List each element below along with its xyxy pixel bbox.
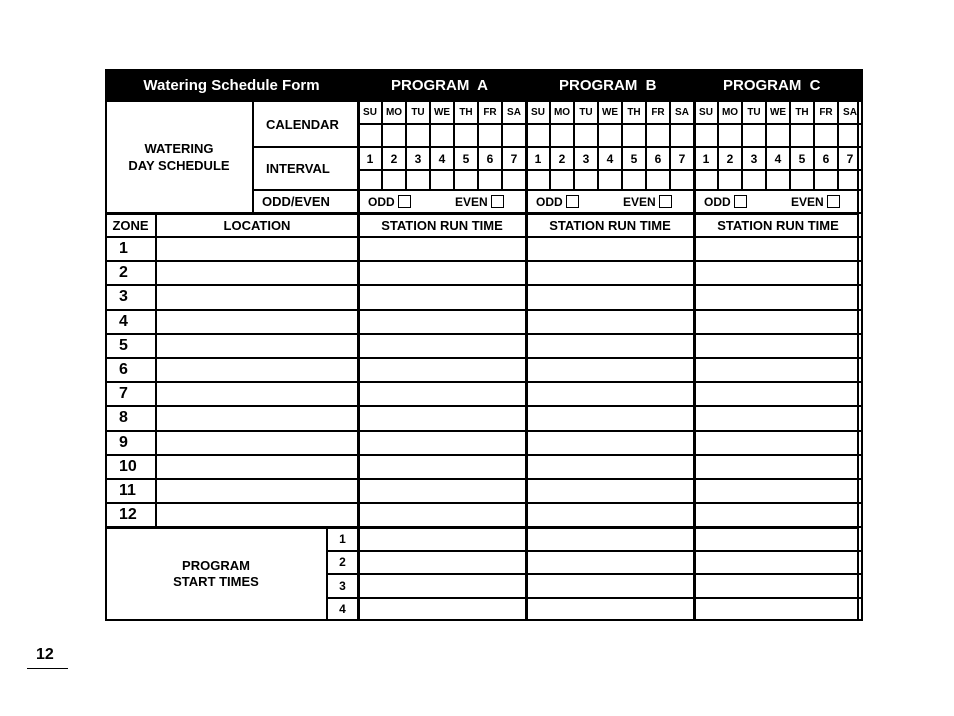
page-number-rule bbox=[27, 668, 68, 669]
interval-day-cell[interactable] bbox=[598, 170, 622, 190]
calendar-day-cell[interactable] bbox=[382, 124, 406, 147]
zone-number bbox=[105, 503, 156, 527]
odd-checkbox[interactable] bbox=[734, 195, 747, 208]
location-input-cell[interactable] bbox=[156, 382, 358, 406]
interval-day-header: 2 bbox=[382, 147, 406, 170]
station-run-time-cell[interactable] bbox=[358, 334, 526, 358]
station-run-time-cell[interactable] bbox=[358, 479, 526, 503]
calendar-day-cell[interactable] bbox=[550, 124, 574, 147]
interval-day-header: 4 bbox=[766, 147, 790, 170]
start-time-cell[interactable] bbox=[358, 527, 526, 550]
interval-day-header: 1 bbox=[358, 147, 382, 170]
calendar-day-cell[interactable] bbox=[574, 124, 598, 147]
start-time-number: 2 bbox=[327, 551, 358, 574]
interval-day-cell[interactable] bbox=[526, 170, 550, 190]
station-run-time-cell[interactable] bbox=[526, 358, 694, 382]
station-run-time-cell[interactable] bbox=[694, 382, 862, 406]
zone-number bbox=[105, 382, 156, 406]
calendar-day-cell[interactable] bbox=[742, 124, 766, 147]
station-run-time-cell[interactable] bbox=[358, 455, 526, 479]
station-run-time-cell[interactable] bbox=[526, 455, 694, 479]
zone-number bbox=[105, 479, 156, 503]
calendar-day-cell[interactable] bbox=[478, 124, 502, 147]
calendar-day-cell[interactable] bbox=[646, 124, 670, 147]
odd-label: ODD bbox=[704, 194, 731, 209]
calendar-day-cell[interactable] bbox=[526, 124, 550, 147]
interval-day-header: 7 bbox=[670, 147, 694, 170]
station-run-time-cell[interactable] bbox=[694, 431, 862, 455]
zone-number bbox=[105, 310, 156, 334]
calendar-day-header: SU bbox=[526, 101, 550, 124]
calendar-day-header: SU bbox=[358, 101, 382, 124]
interval-label-text: INTERVAL bbox=[266, 161, 330, 176]
start-time-cell[interactable] bbox=[694, 527, 862, 550]
station-run-time-header: STATION RUN TIME bbox=[358, 213, 526, 237]
zone-number bbox=[105, 237, 156, 261]
zone-number bbox=[105, 406, 156, 430]
program-header-a bbox=[358, 69, 526, 101]
zone-number bbox=[105, 431, 156, 455]
odd-even-label-text: ODD/EVEN bbox=[262, 194, 330, 209]
zone-number-text: 2 bbox=[119, 264, 128, 282]
program-start-times-label bbox=[105, 527, 327, 621]
location-input-cell[interactable] bbox=[156, 431, 358, 455]
interval-day-cell[interactable] bbox=[478, 170, 502, 190]
station-run-time-cell[interactable] bbox=[526, 382, 694, 406]
station-run-time-header: STATION RUN TIME bbox=[694, 213, 862, 237]
calendar-day-cell[interactable] bbox=[622, 124, 646, 147]
interval-day-cell[interactable] bbox=[646, 170, 670, 190]
location-header: LOCATION bbox=[156, 213, 358, 237]
interval-day-header: 7 bbox=[502, 147, 526, 170]
calendar-day-header: WE bbox=[430, 101, 454, 124]
calendar-day-header: SA bbox=[838, 101, 862, 124]
even-checkbox[interactable] bbox=[659, 195, 672, 208]
calendar-day-header: SU bbox=[694, 101, 718, 124]
start-times-label-line: START TIMES bbox=[173, 574, 259, 590]
zone-number-text: 6 bbox=[119, 361, 128, 379]
interval-day-cell[interactable] bbox=[574, 170, 598, 190]
interval-day-header: 5 bbox=[454, 147, 478, 170]
interval-day-cell[interactable] bbox=[790, 170, 814, 190]
station-run-time-cell[interactable] bbox=[358, 382, 526, 406]
start-time-cell[interactable] bbox=[526, 551, 694, 574]
calendar-day-cell[interactable] bbox=[598, 124, 622, 147]
even-checkbox[interactable] bbox=[491, 195, 504, 208]
zone-number-text: 3 bbox=[119, 288, 128, 306]
station-run-time-header: STATION RUN TIME bbox=[526, 213, 694, 237]
start-time-cell[interactable] bbox=[694, 574, 862, 597]
station-run-time-cell[interactable] bbox=[358, 310, 526, 334]
location-input-cell[interactable] bbox=[156, 334, 358, 358]
zone-number-text: 11 bbox=[119, 482, 136, 500]
interval-day-header: 2 bbox=[550, 147, 574, 170]
calendar-day-header: MO bbox=[718, 101, 742, 124]
station-run-time-cell[interactable] bbox=[694, 237, 862, 261]
zone-number bbox=[105, 358, 156, 382]
station-run-time-cell[interactable] bbox=[694, 455, 862, 479]
calendar-day-cell[interactable] bbox=[670, 124, 694, 147]
station-run-time-cell[interactable] bbox=[358, 285, 526, 309]
station-run-time-cell[interactable] bbox=[358, 237, 526, 261]
interval-day-header: 1 bbox=[526, 147, 550, 170]
location-input-cell[interactable] bbox=[156, 479, 358, 503]
even-option bbox=[791, 193, 840, 210]
calendar-day-header: TH bbox=[622, 101, 646, 124]
location-input-cell[interactable] bbox=[156, 406, 358, 430]
station-run-time-cell[interactable] bbox=[526, 479, 694, 503]
odd-option bbox=[704, 193, 747, 210]
interval-day-header: 5 bbox=[622, 147, 646, 170]
calendar-day-header: FR bbox=[478, 101, 502, 124]
calendar-day-cell[interactable] bbox=[814, 124, 838, 147]
station-run-time-cell[interactable] bbox=[358, 503, 526, 527]
station-run-time-cell[interactable] bbox=[694, 358, 862, 382]
calendar-day-header: TH bbox=[454, 101, 478, 124]
station-run-time-cell[interactable] bbox=[526, 431, 694, 455]
location-input-cell[interactable] bbox=[156, 261, 358, 285]
odd-label: ODD bbox=[368, 194, 395, 209]
calendar-day-header: TH bbox=[790, 101, 814, 124]
even-option bbox=[455, 193, 504, 210]
start-time-number: 1 bbox=[327, 527, 358, 550]
interval-day-cell[interactable] bbox=[766, 170, 790, 190]
zone-number bbox=[105, 261, 156, 285]
interval-day-header: 2 bbox=[718, 147, 742, 170]
location-input-cell[interactable] bbox=[156, 310, 358, 334]
day-schedule-label-line: DAY SCHEDULE bbox=[128, 158, 230, 173]
watering-schedule-form bbox=[105, 69, 859, 621]
start-time-number: 4 bbox=[327, 598, 358, 621]
interval-day-cell[interactable] bbox=[430, 170, 454, 190]
zone-number bbox=[105, 285, 156, 309]
station-run-time-cell[interactable] bbox=[694, 479, 862, 503]
station-run-time-cell[interactable] bbox=[694, 334, 862, 358]
interval-day-cell[interactable] bbox=[718, 170, 742, 190]
even-checkbox[interactable] bbox=[827, 195, 840, 208]
calendar-day-header: TU bbox=[406, 101, 430, 124]
interval-day-cell[interactable] bbox=[838, 170, 862, 190]
zone-number bbox=[105, 455, 156, 479]
odd-option bbox=[536, 193, 579, 210]
station-run-time-cell[interactable] bbox=[526, 237, 694, 261]
interval-day-cell[interactable] bbox=[622, 170, 646, 190]
station-run-time-cell[interactable] bbox=[694, 503, 862, 527]
interval-day-header: 6 bbox=[814, 147, 838, 170]
calendar-day-header: MO bbox=[550, 101, 574, 124]
page-number: 12 bbox=[36, 646, 54, 663]
station-run-time-cell[interactable] bbox=[358, 358, 526, 382]
program-header-label: PROGRAM A bbox=[391, 76, 488, 94]
odd-checkbox[interactable] bbox=[398, 195, 411, 208]
program-header-c bbox=[694, 69, 862, 101]
calendar-day-header: WE bbox=[598, 101, 622, 124]
start-time-cell[interactable] bbox=[358, 551, 526, 574]
start-time-cell[interactable] bbox=[526, 574, 694, 597]
calendar-day-header: SA bbox=[670, 101, 694, 124]
interval-day-header: 3 bbox=[574, 147, 598, 170]
interval-day-header: 6 bbox=[646, 147, 670, 170]
station-run-time-cell[interactable] bbox=[526, 503, 694, 527]
calendar-day-cell[interactable] bbox=[694, 124, 718, 147]
start-time-cell[interactable] bbox=[526, 527, 694, 550]
calendar-day-header: TU bbox=[574, 101, 598, 124]
form-title: Watering Schedule Form bbox=[105, 69, 358, 101]
calendar-day-cell[interactable] bbox=[838, 124, 862, 147]
interval-day-cell[interactable] bbox=[358, 170, 382, 190]
interval-day-cell[interactable] bbox=[814, 170, 838, 190]
interval-day-header: 1 bbox=[694, 147, 718, 170]
interval-day-cell[interactable] bbox=[382, 170, 406, 190]
odd-option bbox=[368, 193, 411, 210]
even-option bbox=[623, 193, 672, 210]
calendar-day-cell[interactable] bbox=[718, 124, 742, 147]
even-label: EVEN bbox=[791, 194, 824, 209]
zone-number-text: 8 bbox=[119, 409, 128, 427]
interval-day-header: 5 bbox=[790, 147, 814, 170]
station-run-time-cell[interactable] bbox=[358, 431, 526, 455]
odd-label: ODD bbox=[536, 194, 563, 209]
calendar-day-header: SA bbox=[502, 101, 526, 124]
program-label-line: PROGRAM bbox=[182, 558, 250, 574]
station-run-time-cell[interactable] bbox=[358, 406, 526, 430]
interval-day-cell[interactable] bbox=[502, 170, 526, 190]
station-run-time-cell[interactable] bbox=[694, 406, 862, 430]
calendar-day-cell[interactable] bbox=[358, 124, 382, 147]
zone-number bbox=[105, 334, 156, 358]
interval-day-header: 4 bbox=[598, 147, 622, 170]
start-time-cell[interactable] bbox=[358, 598, 526, 621]
interval-day-header: 4 bbox=[430, 147, 454, 170]
even-label: EVEN bbox=[455, 194, 488, 209]
zone-number-text: 10 bbox=[119, 457, 137, 475]
start-time-cell[interactable] bbox=[694, 551, 862, 574]
watering-label-line: WATERING bbox=[144, 141, 214, 156]
location-input-cell[interactable] bbox=[156, 503, 358, 527]
calendar-day-cell[interactable] bbox=[406, 124, 430, 147]
zone-number-text: 5 bbox=[119, 336, 128, 354]
station-run-time-cell[interactable] bbox=[358, 261, 526, 285]
station-run-time-cell[interactable] bbox=[526, 406, 694, 430]
interval-day-cell[interactable] bbox=[454, 170, 478, 190]
calendar-day-cell[interactable] bbox=[502, 124, 526, 147]
program-header-b bbox=[526, 69, 694, 101]
calendar-day-cell[interactable] bbox=[430, 124, 454, 147]
zone-number-text: 9 bbox=[119, 433, 128, 451]
location-input-cell[interactable] bbox=[156, 455, 358, 479]
station-run-time-cell[interactable] bbox=[526, 261, 694, 285]
interval-day-cell[interactable] bbox=[406, 170, 430, 190]
interval-day-cell[interactable] bbox=[670, 170, 694, 190]
station-run-time-cell[interactable] bbox=[526, 285, 694, 309]
calendar-day-cell[interactable] bbox=[766, 124, 790, 147]
location-input-cell[interactable] bbox=[156, 358, 358, 382]
program-header-label: PROGRAM B bbox=[559, 76, 657, 94]
start-time-cell[interactable] bbox=[694, 598, 862, 621]
zone-number-text: 4 bbox=[119, 312, 128, 330]
calendar-day-cell[interactable] bbox=[454, 124, 478, 147]
station-run-time-cell[interactable] bbox=[526, 334, 694, 358]
start-time-number: 3 bbox=[327, 574, 358, 597]
zone-number-text: 1 bbox=[119, 240, 128, 258]
calendar-day-header: FR bbox=[814, 101, 838, 124]
interval-day-header: 3 bbox=[406, 147, 430, 170]
watering-day-schedule-label bbox=[105, 101, 253, 213]
interval-day-cell[interactable] bbox=[742, 170, 766, 190]
even-label: EVEN bbox=[623, 194, 656, 209]
calendar-day-header: MO bbox=[382, 101, 406, 124]
location-input-cell[interactable] bbox=[156, 285, 358, 309]
interval-day-header: 7 bbox=[838, 147, 862, 170]
calendar-day-header: FR bbox=[646, 101, 670, 124]
calendar-label bbox=[253, 101, 358, 147]
odd-checkbox[interactable] bbox=[566, 195, 579, 208]
location-input-cell[interactable] bbox=[156, 237, 358, 261]
start-time-cell[interactable] bbox=[526, 598, 694, 621]
station-run-time-cell[interactable] bbox=[526, 310, 694, 334]
program-header-label: PROGRAM C bbox=[723, 76, 821, 94]
interval-day-cell[interactable] bbox=[550, 170, 574, 190]
interval-day-header: 3 bbox=[742, 147, 766, 170]
zone-header: ZONE bbox=[105, 213, 156, 237]
zone-number-text: 7 bbox=[119, 385, 128, 403]
station-run-time-cell[interactable] bbox=[694, 285, 862, 309]
interval-label bbox=[253, 147, 358, 190]
calendar-label-text: CALENDAR bbox=[266, 116, 339, 132]
odd-even-label bbox=[253, 190, 358, 213]
calendar-day-header: WE bbox=[766, 101, 790, 124]
zone-number-text: 12 bbox=[119, 506, 137, 524]
interval-day-header: 6 bbox=[478, 147, 502, 170]
calendar-day-cell[interactable] bbox=[790, 124, 814, 147]
station-run-time-cell[interactable] bbox=[694, 261, 862, 285]
calendar-day-header: TU bbox=[742, 101, 766, 124]
station-run-time-cell[interactable] bbox=[694, 310, 862, 334]
interval-day-cell[interactable] bbox=[694, 170, 718, 190]
start-time-cell[interactable] bbox=[358, 574, 526, 597]
